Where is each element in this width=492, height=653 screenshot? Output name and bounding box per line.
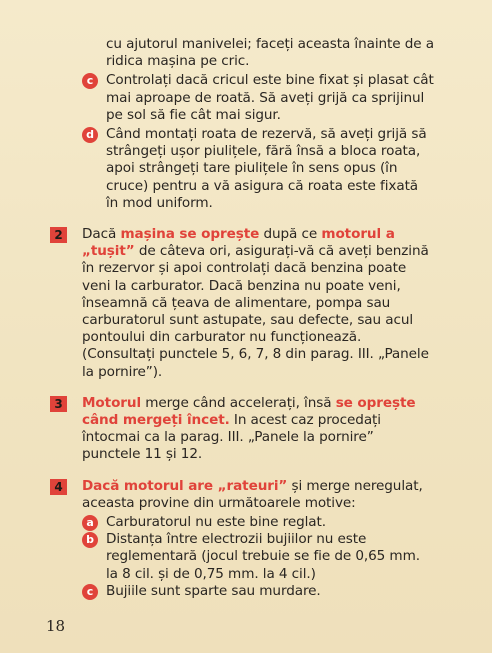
letter-badge-c: c — [82, 73, 98, 89]
section-2-text-b: după ce — [259, 226, 322, 243]
page-number: 18 — [46, 617, 66, 635]
section-3-highlight-b: se oprește când mergeți încet. — [82, 394, 416, 429]
list-item-a — [82, 514, 434, 531]
section-2-text-a: Dacă — [82, 226, 121, 243]
section-3-text-b: In acest caz procedați întocmai ca la parag. III. „Panele la pornire” punctele 11 și 12. — [82, 412, 381, 463]
section-2-text-c: de câteva ori, asigurați-vă că aveți benzină în rezervor și apoi controlați dacă benzina poate veni la carburator. Dacă benzina nu poate veni, înseamnă că țeava de alimentare, pompa sau carburatorul sunt astupate, sau defecte, sau acul pontoului din carburator nu funcționează. (Consultați punctele 5, 6, 7, 8 din parag. III. „Panele la pornire”). — [82, 243, 429, 380]
intro-line: cu ajutorul manivelei; faceți aceasta înainte de a ridica mașina pe cric. — [106, 36, 434, 70]
section-number-2: 2 — [50, 227, 67, 243]
page-content — [54, 36, 434, 600]
section-4-text: și merge neregulat, aceasta provine din următoarele motive: — [82, 477, 423, 511]
section-4 — [54, 477, 434, 512]
list-item-b — [82, 531, 434, 583]
letter-badge-c-bottom: c — [82, 584, 98, 600]
section-2-highlight-b: motorul a „tușit” — [82, 226, 395, 260]
list-item-text: Când montați roata de rezervă, să aveți grijă să strângeți ușor piulițele, fără însă a bloca roata, apoi strângeți tare piulițele în sens opus (în cruce) pentru a vă asigura că roata este fixată în mod uniform. — [106, 126, 427, 211]
section-4-highlight: Dacă motorul are „rateuri” — [82, 477, 288, 494]
section-3 — [54, 394, 434, 464]
list-item-text: Bujiile sunt sparte sau murdare. — [106, 582, 321, 599]
section-number-4: 4 — [50, 479, 67, 495]
letter-badge-b: b — [82, 532, 98, 548]
list-item-text: Carburatorul nu este bine reglat. — [106, 514, 326, 531]
list-item-d — [82, 126, 434, 212]
list-item-c — [82, 72, 434, 124]
section-number-3: 3 — [50, 396, 67, 412]
section-2 — [54, 226, 434, 381]
list-item-text: Controlați dacă cricul este bine fixat și plasat cât mai aproape de roată. Să aveți grijă ca sprijinul pe sol să fie cât mai sigur. — [106, 72, 434, 123]
intro-text — [82, 36, 434, 70]
letter-badge-a: a — [82, 515, 98, 531]
section-3-highlight-a: Motorul — [82, 394, 142, 411]
list-item-text: Distanța între electrozii bujiilor nu este reglementară (jocul trebuie se fie de 0,65 mm. la 8 cil. și de 0,75 mm. la 4 cil.) — [106, 531, 420, 582]
list-item-c-bottom — [82, 583, 434, 600]
section-2-highlight-a: mașina se oprește — [120, 226, 260, 243]
letter-badge-d: d — [82, 127, 98, 143]
section-3-text-a: merge când accelerați, însă — [141, 394, 336, 411]
